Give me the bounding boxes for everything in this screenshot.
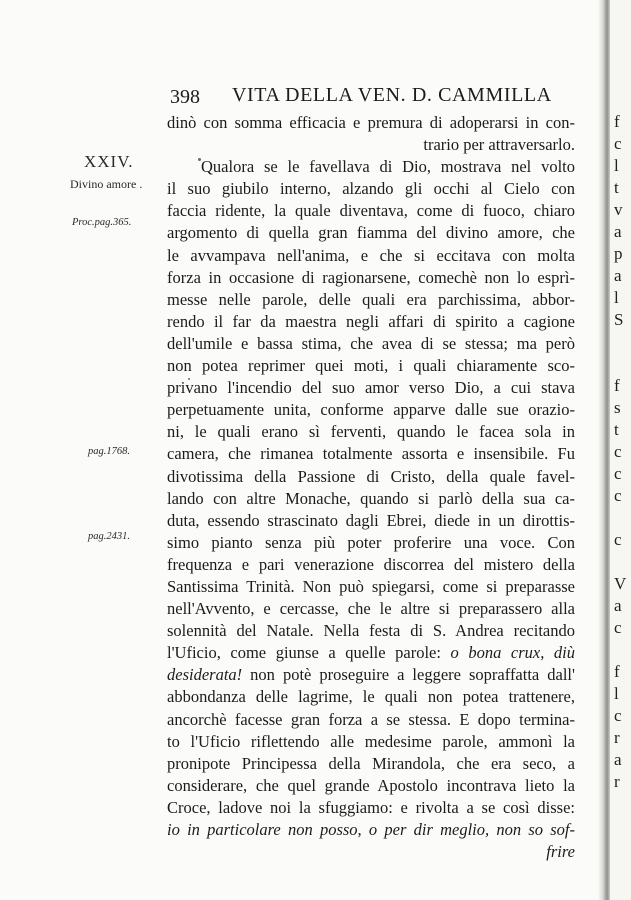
- text-line: trario per attraversarlo.: [423, 135, 575, 155]
- facing-page-letter: S: [614, 310, 624, 329]
- body-text: [167, 112, 575, 863]
- text-line: perpetuamente unita, conforme apparve dalle sue orazio-: [167, 400, 575, 420]
- margin-reference: pag.1768.: [88, 446, 130, 457]
- text-line: desiderata! non potè proseguire a leggere sopraffatta dall': [167, 665, 575, 685]
- facing-page-letter: t: [614, 420, 619, 439]
- section-number: XXIV.: [84, 152, 134, 171]
- text-line: solennità del Natale. Nella festa di S. Andrea recitando: [167, 621, 575, 641]
- text-line: to l'Uficio riflettendo alle medesime parole, ammonì la: [167, 731, 575, 751]
- text-line: Qualora se le favellava di Dio, mostrava nel volto: [201, 157, 575, 177]
- text-line: dell'umile e bassa stima, che avea di se stessa; ma però: [167, 333, 575, 353]
- book-gutter: [598, 0, 610, 900]
- facing-page-letter: l: [614, 288, 619, 307]
- facing-page-letter: t: [614, 178, 619, 197]
- text-line: le avvampava nell'anima, e che si eccitava con molta: [167, 245, 575, 265]
- text-line: non potea reprimer quei moti, i quali chiaramente sco-: [167, 356, 575, 376]
- text-line: l'Uficio, come giunse a quelle parole: o bona crux, diù: [167, 643, 576, 663]
- latin-phrase: o bona crux, diù: [450, 643, 576, 663]
- facing-page-letter: a: [614, 750, 622, 769]
- facing-page-letter: l: [614, 684, 619, 703]
- text-line: dinò con somma efficacia e premura di adoperarsi in con-: [167, 113, 575, 132]
- facing-page-letter: v: [614, 200, 623, 219]
- facing-page-letter: c: [614, 706, 622, 725]
- facing-page-letter: p: [614, 244, 623, 263]
- text-line: Santissima Trinità. Non può spiegarsi, come si preparasse: [167, 576, 575, 596]
- text-line: messe nelle parole, delle quali era parchissima, abbor-: [167, 289, 575, 309]
- facing-page-letter: l: [614, 156, 619, 175]
- text-line: lando con altre Monache, quando si parlò della sua ca-: [167, 488, 575, 508]
- facing-page-letter: s: [614, 398, 621, 417]
- facing-page-letter: c: [614, 464, 622, 483]
- facing-page-letter: c: [614, 486, 622, 505]
- text-line: il suo giubilo interno, alzando gli occhi al Cielo con: [167, 179, 575, 199]
- margin-reference: Proc.pag.365.: [72, 217, 132, 228]
- text-line: duta, essendo strascinato dagli Ebrei, diede in un dirottis-: [167, 510, 575, 530]
- margin-reference: pag.2431.: [88, 531, 130, 542]
- facing-page-letter: c: [614, 442, 622, 461]
- section-title: Divino amore .: [70, 177, 143, 191]
- facing-page-letter: f: [614, 376, 620, 395]
- text-line: nell'Avvento, e cercasse, che le altre si preparassero alla: [167, 599, 575, 619]
- facing-page-edge: [610, 0, 631, 900]
- text-line: considerare, che quel grande Apostolo incontrava lieto la: [167, 775, 575, 795]
- text-line: faccia ridente, la quale diventava, come di fuoco, chiaro: [167, 201, 575, 221]
- running-head: VITA DELLA VEN. D. CAMMILLA: [232, 84, 552, 106]
- text-line: abbondanza delle lagrime, le quali non potea trattenere,: [167, 687, 575, 707]
- text-line: Croce, ladove noi la sfuggiamo: e rivolta a se così disse:: [167, 797, 575, 817]
- facing-page-letter: c: [614, 134, 622, 153]
- text-line: io in particolare non posso, o per dir meglio, non so sof-: [167, 820, 575, 839]
- facing-page-letter: a: [614, 266, 622, 285]
- facing-page-letter: r: [614, 728, 620, 747]
- facing-page-letter: a: [614, 222, 622, 241]
- facing-page-letter: f: [614, 112, 620, 131]
- facing-page-letter: V: [614, 574, 627, 593]
- text-line: ancorchè facesse gran forza a se stessa. E dopo termina-: [167, 709, 575, 729]
- latin-phrase: desiderata!: [167, 665, 243, 685]
- facing-page-letter: f: [614, 662, 620, 681]
- text-line: argomento di quella gran fiamma del divino amore, che: [167, 223, 575, 243]
- text-line: camera, che rimanea totalmente assorta e insensibile. Fu: [167, 444, 575, 464]
- text-line: pronipote Principessa della Mirandola, che era seco, a: [167, 753, 575, 773]
- text-line: frequenza e pari venerazione discorrea del mistero della: [167, 554, 575, 574]
- text-line: rendo il far da maestra negli affari di spirito a cagione: [167, 311, 575, 331]
- facing-page-letter: a: [614, 596, 622, 615]
- facing-page-letter: r: [614, 772, 620, 791]
- page-number: 398: [170, 86, 200, 108]
- facing-page-letter: c: [614, 618, 622, 637]
- facing-page-letter: c: [614, 530, 622, 549]
- text-line: ni, le quali erano sì ferventi, quando le facea sola in: [167, 422, 575, 442]
- catchword: frire: [546, 842, 575, 862]
- text-line: privano l'incendio del suo amor verso Dio, a cui stava: [167, 378, 575, 398]
- text-line: simo pianto senza più poter proferire una voce. Con: [167, 532, 575, 552]
- text-line: forza in occasione di ragionarsene, comechè non lo esprì-: [167, 267, 575, 287]
- text-line: divotissima della Passione di Cristo, della quale favel-: [167, 466, 575, 486]
